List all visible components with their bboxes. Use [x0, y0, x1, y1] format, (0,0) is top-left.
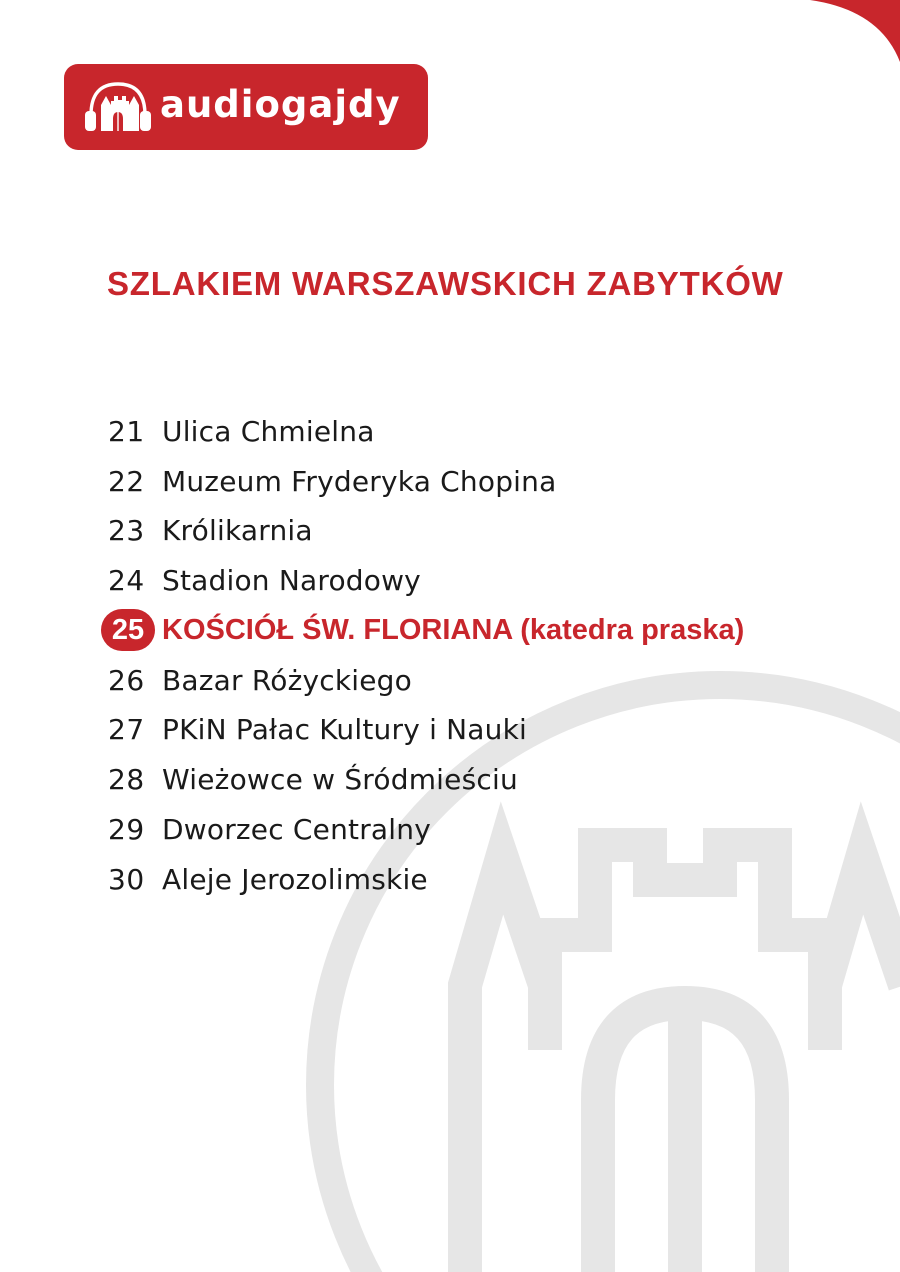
- list-item: [0, 708, 900, 752]
- castle-headphones-icon: [82, 75, 154, 139]
- audiogajdy-logo: [64, 64, 428, 150]
- list-item: [0, 659, 900, 703]
- chapter-number: 27: [108, 713, 145, 746]
- page-title: SZLAKIEM WARSZAWSKICH ZABYTKÓW: [107, 265, 784, 302]
- chapter-number: 22: [108, 465, 145, 498]
- chapter-number: 30: [108, 863, 145, 896]
- chapter-number: 29: [108, 813, 145, 846]
- list-item: [0, 858, 900, 902]
- list-item: [0, 808, 900, 852]
- chapter-name: Stadion Narodowy: [162, 564, 421, 597]
- list-item: [0, 758, 900, 802]
- chapter-number: 26: [108, 664, 145, 697]
- chapter-number: 21: [108, 415, 145, 448]
- chapter-name: Muzeum Fryderyka Chopina: [162, 465, 557, 498]
- list-item: [0, 410, 900, 454]
- chapter-name: Bazar Różyckiego: [162, 664, 412, 697]
- list-item: [0, 509, 900, 553]
- chapter-name: Królikarnia: [162, 514, 313, 547]
- chapter-name: Wieżowce w Śródmieściu: [162, 763, 518, 796]
- list-item: [0, 460, 900, 504]
- chapter-number: 23: [108, 514, 145, 547]
- current-chapter-item: [0, 608, 900, 652]
- brand-wordmark: audiogajdy: [160, 83, 401, 126]
- chapter-name: Ulica Chmielna: [162, 415, 375, 448]
- list-item: [0, 559, 900, 603]
- current-chapter-badge: 25: [101, 609, 155, 651]
- chapter-name: Aleje Jerozolimskie: [162, 863, 428, 896]
- current-chapter-name: KOŚCIÓŁ ŚW. FLORIANA (katedra praska): [162, 614, 745, 646]
- chapter-number: 28: [108, 763, 145, 796]
- chapter-name: PKiN Pałac Kultury i Nauki: [162, 713, 527, 746]
- chapter-name: Dworzec Centralny: [162, 813, 431, 846]
- chapter-number: 24: [108, 564, 145, 597]
